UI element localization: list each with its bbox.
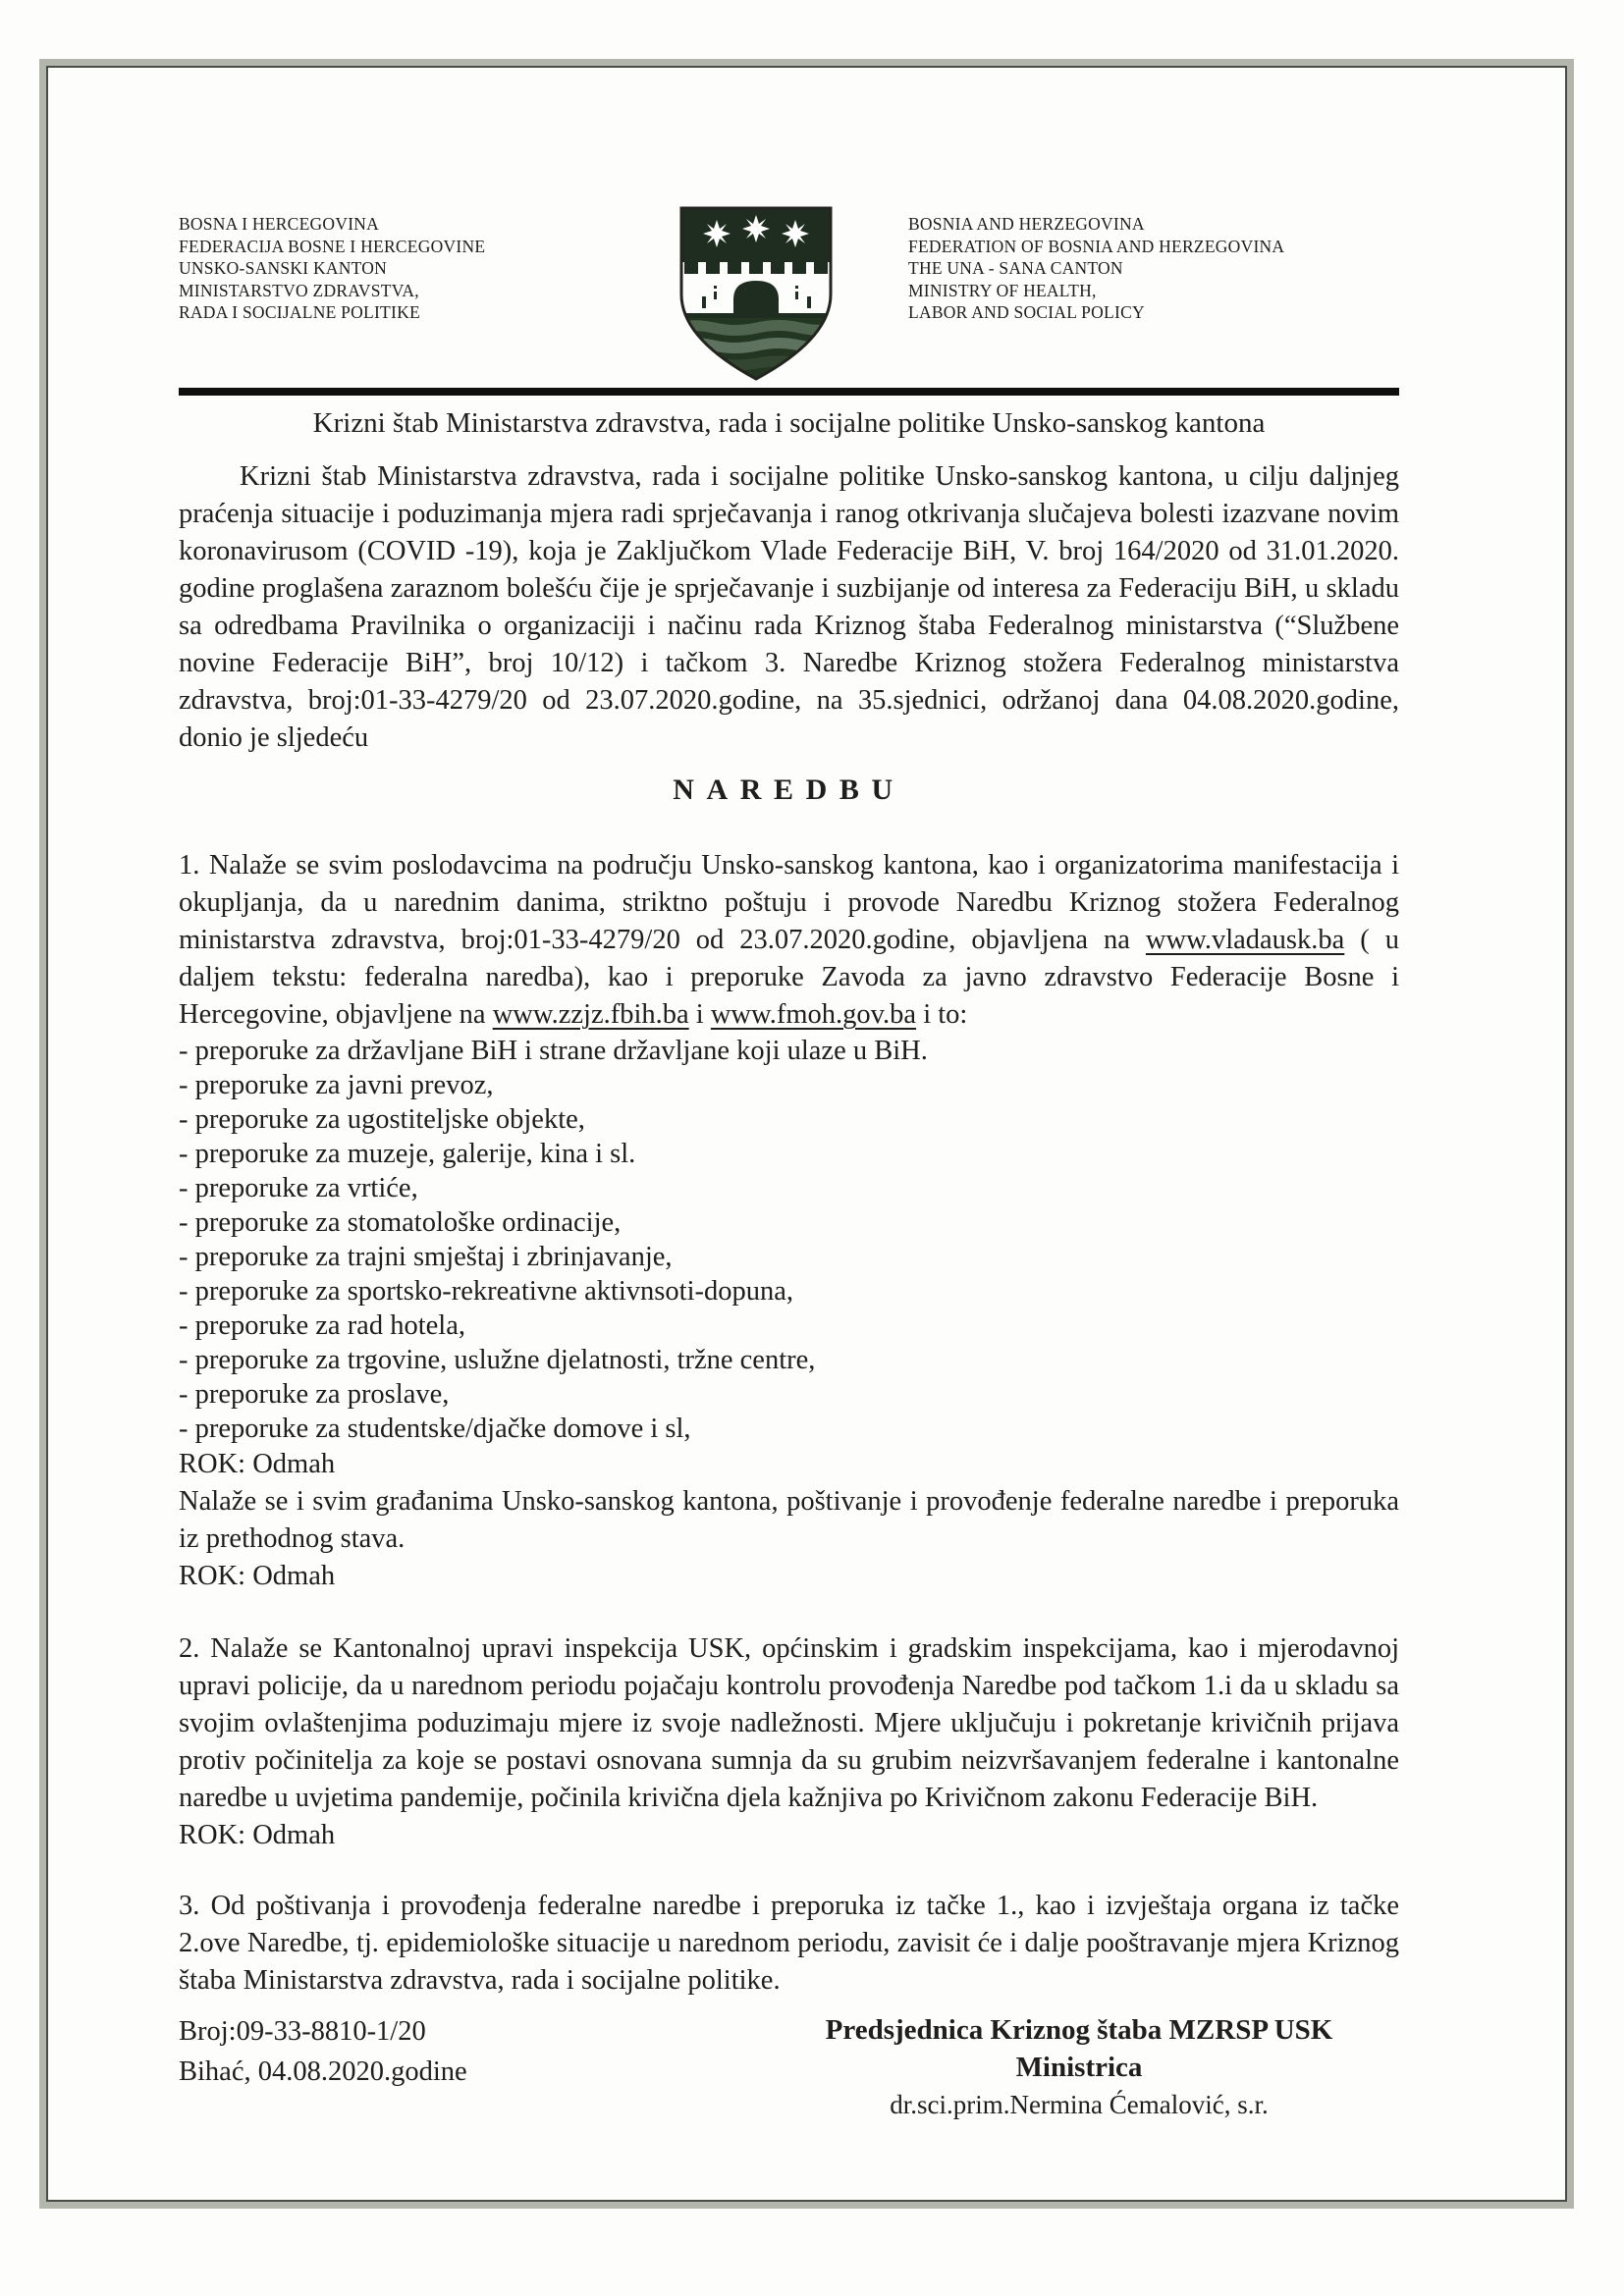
letterhead-line: RADA I SOCIJALNE POLITIKE xyxy=(179,302,420,322)
list-item: - preporuke za trajni smještaj i zbrinjavanje, xyxy=(179,1242,673,1272)
list-item: - preporuke za rad hotela, xyxy=(179,1310,465,1341)
link-zzjz-fbih-ba[interactable]: www.zzjz.fbih.ba xyxy=(492,999,689,1030)
list-item: - preporuke za muzeje, galerije, kina i sl. xyxy=(179,1139,636,1169)
document-reference-block xyxy=(179,2011,467,2123)
document-number: Broj:09-33-8810-1/20 xyxy=(179,2016,426,2047)
letterhead-line: FEDERACIJA BOSNE I HERCEGOVINE xyxy=(179,236,486,256)
document-title: Krizni štab Ministarstva zdravstva, rada i socijalne politike Unsko-sanskog kantona xyxy=(312,407,1266,439)
link-fmoh-gov-ba[interactable]: www.fmoh.gov.ba xyxy=(710,999,917,1030)
header-divider-rule xyxy=(179,388,1399,396)
list-item: - preporuke za trgovine, uslužne djelatnosti, tržne centre, xyxy=(179,1345,816,1375)
item-1-text: i xyxy=(688,999,711,1030)
link-vladausk-ba[interactable]: www.vladausk.ba xyxy=(1145,925,1345,955)
letterhead-line: UNSKO-SANSKI KANTON xyxy=(179,258,388,278)
letterhead-line: THE UNA - SANA CANTON xyxy=(908,258,1123,278)
list-item: - preporuke za proslave, xyxy=(179,1379,450,1410)
signature-footer xyxy=(179,2011,1399,2123)
list-item: - preporuke za vrtiće, xyxy=(179,1173,418,1203)
signature-name: dr.sci.prim.Nermina Ćemalović, s.r. xyxy=(890,2090,1269,2119)
coat-of-arms-icon xyxy=(673,201,839,384)
item-1-text: i to: xyxy=(916,999,968,1030)
letterhead-english xyxy=(908,201,1399,386)
signature-block xyxy=(765,2011,1393,2123)
rok-deadline-line: ROK: Odmah xyxy=(179,1449,336,1479)
list-item: - preporuke za javni prevoz, xyxy=(179,1070,494,1100)
letterhead-line: FEDERATION OF BOSNIA AND HERZEGOVINA xyxy=(908,236,1285,256)
list-item: - preporuke za studentske/djačke domove i sl, xyxy=(179,1414,691,1444)
citizens-paragraph: Nalaže se i svim građanima Unsko-sanskog kantona, poštivanje i provođenje federalne naredbe i preporuka iz prethodnog stava. xyxy=(179,1486,1399,1554)
signature-role: Ministrica xyxy=(1015,2052,1143,2083)
list-item: - preporuke za ugostiteljske objekte, xyxy=(179,1104,585,1135)
item-3-paragraph: 3. Od poštivanja i provođenja federalne naredbe i preporuka iz tačke 1., kao i izvještaja organa iz tačke 2.ove Naredbe, tj. epidemiološke situacije u narednom periodu, zavisit će i dalje pooštravanje mjera Kriznog štaba Ministarstva zdravstva, rada i socijalne politike. xyxy=(179,1891,1399,1996)
rok-deadline-line: ROK: Odmah xyxy=(179,1820,336,1850)
letterhead-line: MINISTARSTVO ZDRAVSTVA, xyxy=(179,280,419,300)
item-1-text: 1. Nalaže se svim poslodavcima na području Unsko-sanskog kantona, kao i organizatorima manifestacija i okupljanja, da u narednim danima, striktno poštuju i provode Naredbu Kriznog stožera Federalnog ministarstva zdravstva, broj:01-33-4279/20 od 23.07.2020.godine, objavljena na xyxy=(179,850,1399,955)
signature-title: Predsjednica Kriznog štaba MZRSP USK xyxy=(825,2014,1333,2046)
order-heading: NAREDBU xyxy=(673,774,905,806)
item-2-paragraph: 2. Nalaže se Kantonalnoj upravi inspekcija USK, općinskim i gradskim inspekcijama, kao i mjerodavnoj upravi policije, da u narednom periodu pojačaju kontrolu provođenja Naredbe pod tačkom 1.i da u skladu sa svojim ovlaštenjima poduzimaju mjere iz svoje nadležnosti. Mjere uključuju i pokretanje krivičnih prijava protiv počinitelja za koje se postavi osnovana sumnja da su grubim neizvršavanjem federalne i kantonalne naredbe u uvjetima pandemije, počinila krivična djela kažnjiva po Krivičnom zakonu Federacije BiH. xyxy=(179,1633,1399,1813)
letterhead-line: BOSNA I HERCEGOVINA xyxy=(179,214,380,234)
letterhead-line: MINISTRY OF HEALTH, xyxy=(908,280,1097,300)
recommendations-list xyxy=(179,1034,1399,1446)
rok-deadline-line: ROK: Odmah xyxy=(179,1561,336,1591)
intro-paragraph: Krizni štab Ministarstva zdravstva, rada i socijalne politike Unsko-sanskog kantona, u cilju daljnjeg praćenja situacije i poduzimanja mjera radi sprječavanja i ranog otkrivanja slučajeva bolesti izazvane novim koronavirusom (COVID -19), koja je Zaključkom Vlade Federacije BiH, V. broj 164/2020 od 31.01.2020. godine proglašena zaraznom bolešću čije je sprječavanje i suzbijanje od interesa za Federaciju BiH, u skladu sa odredbama Pravilnika o organizaciji i načinu rada Kriznog štaba Federalnog ministarstva (“Službene novine Federacije BiH”, broj 10/12) i tačkom 3. Naredbe Kriznog stožera Federalnog ministarstva zdravstva, broj:01-33-4279/20 od 23.07.2020.godine, na 35.sjednici, održanoj dana 04.08.2020.godine, donio je sljedeću xyxy=(179,461,1399,753)
letterhead-line: BOSNIA AND HERZEGOVINA xyxy=(908,214,1145,234)
letterhead-line: LABOR AND SOCIAL POLICY xyxy=(908,302,1145,322)
place-and-date: Bihać, 04.08.2020.godine xyxy=(179,2056,467,2087)
list-item: - preporuke za sportsko-rekreativne aktivnsoti-dopuna, xyxy=(179,1276,793,1307)
item-1-paragraph xyxy=(179,847,1399,1034)
list-item: - preporuke za stomatološke ordinacije, xyxy=(179,1207,622,1238)
list-item: - preporuke za državljane BiH i strane državljane koji ulaze u BiH. xyxy=(179,1036,928,1066)
letterhead xyxy=(179,201,1399,386)
item-1-text: ( u daljem tekstu: federalna naredba), kao i preporuke Zavoda za javno zdravstvo Federacije Bosne i Hercegovine, objavljene na xyxy=(179,925,1399,1030)
document-content xyxy=(179,201,1399,2123)
letterhead-bosnian xyxy=(179,201,513,386)
